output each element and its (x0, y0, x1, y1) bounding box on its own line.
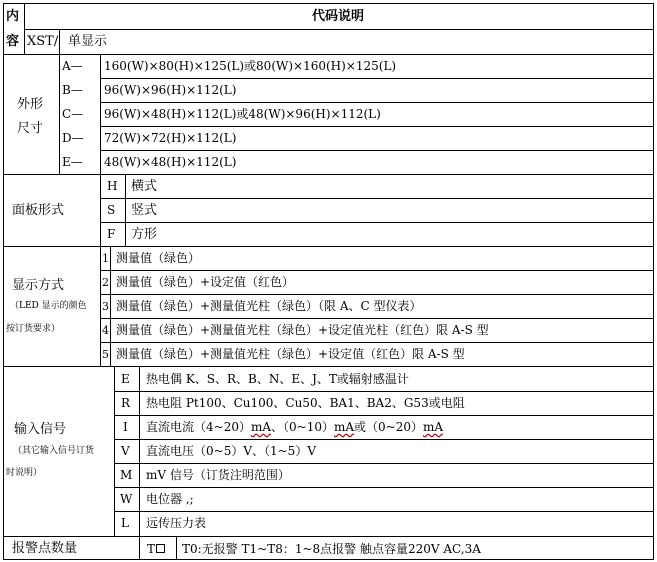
display-row-line (100, 318, 654, 319)
input-code: W (120, 492, 133, 506)
table-border-left (3, 3, 4, 560)
input-text: 远传压力表 (146, 516, 207, 530)
panel-divider-code (125, 174, 126, 246)
input-note-line2: 时说明） (6, 468, 43, 478)
display-row-line (100, 294, 654, 295)
alarm-label: 报警点数量 (12, 541, 78, 556)
dim-text: 72(W)×72(H)×112(L) (104, 131, 237, 145)
dimensions-label-line2: 尺寸 (17, 121, 44, 136)
display-text: 测量值（绿色）+测量值光柱（绿色）+设定值光柱（红色）限 A-S 型 (116, 323, 489, 337)
section-line (3, 536, 654, 537)
input-row-line (114, 511, 654, 512)
display-text: 测量值（绿色）+测量值光柱（绿色）+设定值（红色）限 A-S 型 (116, 347, 465, 361)
display-note-line1: （LED 显示的颜色 (10, 301, 87, 311)
dim-text: 160(W)×80(H)×125(L)或80(W)×160(H)×125(L) (104, 59, 397, 73)
input-code: R (121, 396, 131, 410)
display-divider-code (110, 246, 111, 366)
input-code: I (123, 420, 128, 434)
dim-row-line (100, 126, 654, 127)
panel-row-line (100, 198, 654, 199)
section-line (3, 366, 654, 367)
dim-row-line (100, 78, 654, 79)
dim-code: B— (62, 83, 83, 97)
input-text: 热电偶 K、S、R、B、N、E、J、T或辐射感温计 (146, 372, 409, 386)
panel-code: F (107, 227, 116, 241)
dim-code: D— (62, 131, 84, 145)
input-text: mV 信号（订货注明范围） (146, 468, 290, 482)
table-border-right (653, 3, 654, 560)
display-row-line (100, 270, 654, 271)
dim-code: C— (62, 107, 84, 121)
input-row-line (114, 487, 654, 488)
panel-text: 横式 (131, 179, 158, 194)
display-text: 测量值（绿色） (116, 251, 201, 265)
dim-code: E— (62, 155, 83, 169)
panel-text: 竖式 (131, 203, 158, 218)
display-code: 3 (102, 300, 109, 313)
table-border-bottom (3, 559, 654, 560)
display-divider-left (100, 246, 101, 366)
dim-row-line (100, 102, 654, 103)
input-code: E (121, 372, 130, 386)
dim-divider-code (100, 54, 101, 174)
corner-label-bottom: 容 (6, 34, 20, 49)
panel-divider-left (100, 174, 101, 246)
model-prefix: XST/ (27, 34, 59, 49)
dim-row-line (100, 150, 654, 151)
alarm-text: T0:无报警 T1~T8：1~8点报警 触点容量220V AC,3A (182, 542, 481, 556)
panel-row-line (100, 222, 654, 223)
alarm-divider (176, 536, 177, 559)
input-text-current: 直流电流（4~20）mA、（0~10）mA或（0~20）mA (146, 420, 444, 434)
dim-code: A— (62, 59, 83, 73)
input-note-line1: （其它输入信号订货 (13, 446, 95, 456)
panel-code: H (107, 179, 118, 193)
input-row-line (114, 391, 654, 392)
input-text: 热电阻 Pt100、Cu100、Cu50、BA1、BA2、G53或电阻 (146, 396, 465, 410)
display-text: 测量值（绿色）+测量值光柱（绿色）（限 A、C 型仪表） (116, 299, 422, 313)
display-label: 显示方式 (12, 278, 65, 293)
display-code: 2 (102, 276, 109, 289)
input-code: M (120, 468, 133, 482)
corner-label-top: 内 (6, 9, 20, 24)
display-row-line (100, 342, 654, 343)
display-text: 测量值（绿色）+设定值（红色） (116, 275, 295, 289)
display-code: 4 (102, 324, 109, 337)
input-text: 直流电压（0~5）V、（1~5）V (146, 444, 316, 458)
table-border-top (3, 3, 654, 4)
model-divider (59, 29, 60, 54)
panel-code: S (107, 203, 116, 217)
input-row-line (114, 463, 654, 464)
model-description: 单显示 (68, 34, 108, 49)
alarm-code: T (147, 543, 165, 555)
dim-text: 48(W)×48(H)×112(L) (104, 155, 237, 169)
panel-label: 面板形式 (12, 203, 65, 218)
dim-text: 96(W)×96(H)×112(L) (104, 83, 237, 97)
table-title: 代码说明 (312, 9, 365, 24)
dim-text: 96(W)×48(H)×112(L)或48(W)×96(H)×112(L) (104, 107, 381, 121)
dim-divider-left (59, 54, 60, 174)
input-code: V (121, 444, 130, 458)
input-row-line (114, 415, 654, 416)
panel-text: 方形 (131, 227, 158, 242)
placeholder-box-icon (156, 544, 165, 553)
header-line (24, 29, 654, 30)
input-row-line (114, 439, 654, 440)
input-text: 电位器 ,; (146, 492, 194, 506)
dimensions-label-line1: 外形 (17, 97, 44, 112)
display-note-line2: 按订货要求） (6, 324, 61, 334)
input-code: L (121, 516, 129, 530)
display-code: 5 (102, 348, 109, 361)
display-code: 1 (102, 252, 109, 265)
input-label: 输入信号 (14, 422, 67, 437)
